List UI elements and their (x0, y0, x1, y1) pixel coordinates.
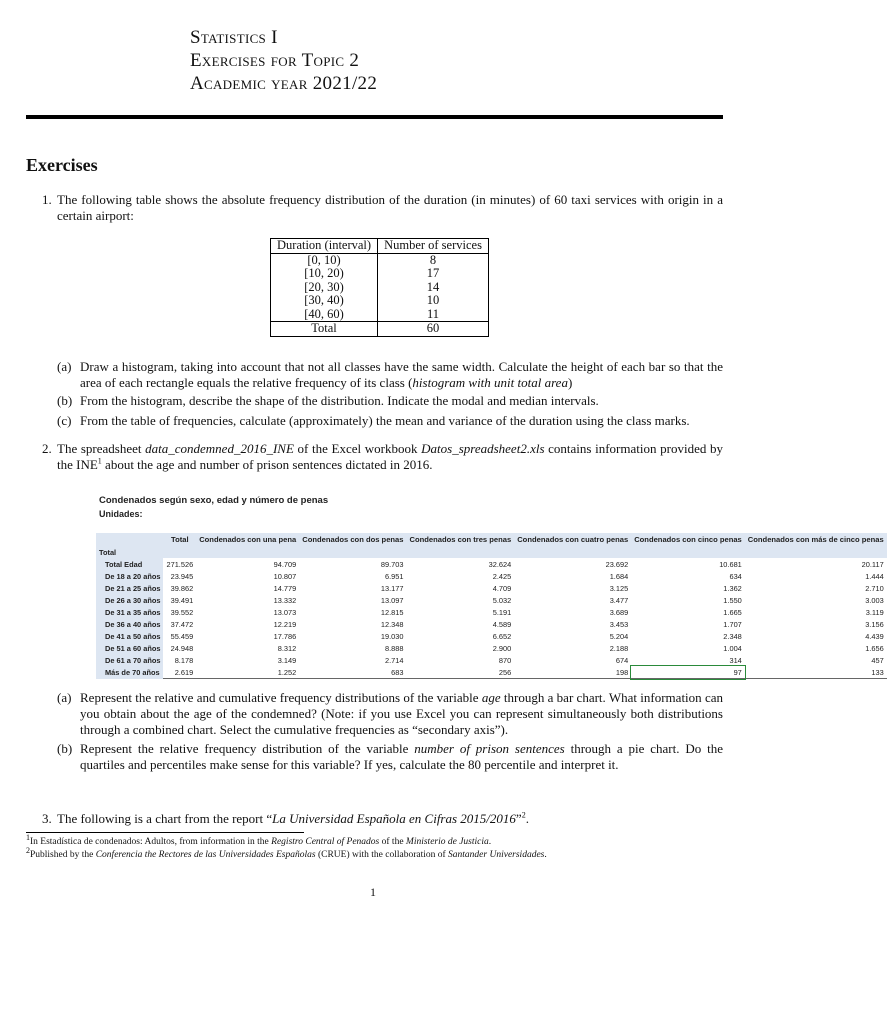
sheet-cell: 314 (729, 655, 742, 665)
table-row (271, 308, 489, 322)
table-row (271, 294, 489, 308)
sheet-row-label: De 18 a 20 años (96, 570, 163, 582)
sheet-header-cell: Condenados con dos penas (299, 533, 406, 546)
footnote-2: $^2$Published by the Conferencia the Rectores de las Universidades Españolas (CRUE) with the collaboration of Santander Universidades. (26, 845, 547, 860)
total-row (271, 322, 489, 337)
ex2-a-label: (a) (57, 690, 72, 705)
ex2-b-label: (b) (57, 741, 73, 756)
sheet-cell: 23.692 (605, 559, 629, 569)
sheet-cell: 2.900 (492, 643, 512, 653)
sheet-cell: 1.707 (723, 619, 742, 629)
frequency-table (270, 238, 489, 337)
sheet-cell: 3.689 (609, 607, 629, 617)
footnote-rule (26, 832, 304, 833)
sheet-cell: 2.710 (865, 583, 884, 593)
sheet-row (96, 642, 887, 654)
sheet-header-cell: Condenados con más de cinco penas (745, 533, 887, 546)
sheet-cell: 5.032 (492, 595, 512, 605)
sheet-cell: 1.004 (723, 643, 742, 653)
course-title: Statistics I (190, 27, 278, 48)
sheet-cell: 1.665 (723, 607, 742, 617)
col-duration-header: Duration (interval) (271, 239, 378, 254)
count-cell: 11 (426, 306, 440, 321)
sheet-cell: 97 (631, 666, 745, 679)
sheet-title: Condenados según sexo, edad y número de penas (99, 495, 329, 506)
sheet-cell: 2.348 (723, 631, 742, 641)
sheet-row (96, 630, 887, 642)
sheet-row (96, 654, 887, 666)
sheet-row-label: De 36 a 40 años (96, 618, 163, 630)
sheet-cell: 2.714 (385, 655, 404, 665)
sheet-cell: 2.619 (163, 666, 196, 679)
sheet-cell: 133 (745, 666, 887, 679)
sheet-row-label: De 21 a 25 años (96, 582, 163, 594)
count-cell: 10 (426, 293, 440, 307)
sheet-row (96, 666, 887, 679)
sheet-cell: 8.178 (174, 655, 194, 665)
sheet-header-cell: Condenados con cinco penas (631, 533, 745, 546)
sheet-cell: 23.945 (170, 571, 194, 581)
sheet-cell: 5.204 (609, 631, 629, 641)
sheet-header-cell: Condenados con una pena (196, 533, 299, 546)
table-row (271, 267, 489, 281)
sheet-cell: 457 (871, 655, 884, 665)
sheet-cell: 12.348 (380, 619, 404, 629)
sheet-cell: 256 (407, 666, 515, 679)
sheet-cell: 17.786 (273, 631, 297, 641)
header-rule (26, 115, 723, 119)
sheet-cell: 3.477 (609, 595, 629, 605)
exercise-1-text: The following table shows the absolute frequency distribution of the duration (in minutes) of 60 taxi services with origin in a certain airport: (57, 192, 723, 223)
sheet-cell: 1.684 (609, 571, 629, 581)
sheet-cell: 6.951 (385, 571, 404, 581)
sheet-row-label: De 41 a 50 años (96, 630, 163, 642)
sheet-row (96, 570, 887, 582)
sheet-row-label: Total Edad (96, 558, 163, 570)
sheet-cell: 39.552 (170, 607, 194, 617)
sheet-table (96, 533, 887, 679)
count-cell: 8 (429, 252, 437, 267)
total-value: 60 (378, 322, 489, 337)
sheet-cell: 3.149 (277, 655, 297, 665)
sheet-row (96, 618, 887, 630)
sheet-cell: 6.652 (492, 631, 512, 641)
ex1-c-label: (c) (57, 413, 72, 428)
total-label: Total (271, 322, 378, 337)
footnote-1: $^1$In Estadística de condenados: Adultos, from information in the Registro Central of Penados of the Ministerio de Justicia. (26, 832, 492, 847)
sheet-header-row (96, 533, 887, 546)
sheet-cell: 10.807 (273, 571, 297, 581)
sheet-row-label: Más de 70 años (96, 666, 163, 679)
ex1-b-label: (b) (57, 393, 73, 408)
page-number: 1 (370, 885, 376, 899)
sheet-units: Unidades: (99, 509, 143, 519)
sheet-cell: 13.073 (273, 607, 297, 617)
section-title: Exercises (26, 155, 98, 175)
sheet-cell: 1.362 (723, 583, 742, 593)
interval-cell: [0, 10) (271, 253, 378, 267)
sheet-cell: 32.624 (488, 559, 512, 569)
sheet-cell: 8.312 (277, 643, 297, 653)
sheet-cell: 1.252 (196, 666, 299, 679)
sheet-cell: 13.177 (380, 583, 404, 593)
exercise-3-number: 3. (42, 811, 52, 826)
sheet-cell: 1.550 (723, 595, 742, 605)
exercise-3-text: The following is a chart from the report “La Universidad Española en Cifras 2015/2016”$^2$. (57, 810, 529, 826)
sheet-cell: 4.439 (865, 631, 884, 641)
sheet-cell: 683 (299, 666, 406, 679)
sheet-cell: 94.709 (273, 559, 297, 569)
ex1-a-label: (a) (57, 359, 72, 374)
sheet-cell: 39.862 (170, 583, 194, 593)
sheet-cell: 271.526 (166, 559, 194, 569)
sheet-cell: 3.003 (865, 595, 884, 605)
table-row (271, 281, 489, 295)
count-cell: 14 (426, 279, 440, 294)
sheet-row-label: De 61 a 70 años (96, 654, 163, 666)
sheet-header-cell: Condenados con cuatro penas (514, 533, 631, 546)
sheet-cell: 20.117 (861, 559, 884, 569)
sheet-cell: 2.188 (609, 643, 629, 653)
sheet-row (96, 594, 887, 606)
exercises-subtitle: Exercises for Topic 2 (190, 50, 360, 71)
sheet-cell: 89.703 (380, 559, 404, 569)
exercise-2-number: 2. (42, 441, 52, 456)
sheet-header-cell (96, 533, 163, 546)
sheet-group-label: Total (96, 546, 163, 558)
sheet-row (96, 582, 887, 594)
sheet-cell: 1.656 (865, 643, 884, 653)
sheet-cell: 674 (615, 655, 629, 665)
sheet-cell: 24.948 (170, 643, 194, 653)
exercise-2-text: The spreadsheet data_condemned_2016_INE of the Excel workbook Datos_spreadsheet2.xls contains information provided by the INE$^1$ about the age and number of prison sentences dictated in 2016. (57, 441, 723, 472)
interval-cell: [30, 40) (271, 294, 378, 308)
sheet-cell: 3.156 (865, 619, 884, 629)
sheet-cell: 10.681 (719, 559, 742, 569)
sheet-cell: 3.453 (609, 619, 629, 629)
interval-cell: [10, 20) (271, 267, 378, 281)
sheet-row (96, 606, 887, 618)
col-services-header: Number of services (378, 239, 489, 254)
interval-cell: [40, 60) (271, 308, 378, 322)
sheet-cell: 55.459 (170, 631, 194, 641)
sheet-cell: 198 (514, 666, 631, 679)
sheet-row-label: De 51 a 60 años (96, 642, 163, 654)
sheet-cell: 37.472 (170, 619, 194, 629)
sheet-cell: 5.191 (492, 607, 512, 617)
sheet-row-label: De 26 a 30 años (96, 594, 163, 606)
sheet-cell: 634 (729, 571, 742, 581)
sheet-cell: 3.125 (609, 583, 629, 593)
spreadsheet-screenshot (92, 487, 884, 682)
ex1-b-text: From the histogram, describe the shape of the distribution. Indicate the modal and median intervals. (80, 393, 599, 408)
ex1-a-text: Draw a histogram, taking into account that not all classes have the same width. Calculate the height of each bar so that the area of each rectangle equals the relative frequency of its class (histogram with unit total area) (80, 359, 723, 390)
sheet-cell: 12.815 (380, 607, 404, 617)
interval-cell: [20, 30) (271, 281, 378, 295)
sheet-cell: 12.219 (273, 619, 297, 629)
sheet-cell: 8.888 (385, 643, 404, 653)
table-row (271, 253, 489, 267)
exercise-1-number: 1. (42, 192, 52, 207)
sheet-row (96, 558, 887, 570)
sheet-cell: 4.709 (492, 583, 512, 593)
sheet-row-label: De 31 a 35 años (96, 606, 163, 618)
sheet-cell: 13.097 (380, 595, 404, 605)
sheet-cell: 3.119 (865, 607, 884, 617)
document-header (190, 26, 377, 95)
sheet-cell: 14.779 (273, 583, 297, 593)
academic-year: Academic year 2021/22 (190, 73, 378, 94)
sheet-cell: 2.425 (492, 571, 512, 581)
sheet-cell: 4.589 (492, 619, 512, 629)
ex2-a-text: Represent the relative and cumulative frequency distributions of the variable age through a bar chart. What information can you obtain about the age of the condemned? (Note: if you use Excel you can represent simultaneously both distributions through a combined chart. Select the cumulative frequencies as “secondary axis”). (80, 690, 723, 737)
count-cell: 17 (426, 266, 440, 280)
sheet-header-cell: Condenados con tres penas (407, 533, 515, 546)
ex2-b-text: Represent the relative frequency distribution of the variable number of prison sentences through a pie chart. Do the quartiles and percentiles make sense for this variable? If yes, calculate the 80 percentile and interpret it. (80, 741, 724, 772)
ex1-c-text: From the table of frequencies, calculate (approximately) the mean and variance of the duration using the class marks. (80, 413, 690, 428)
sheet-cell: 39.491 (170, 595, 194, 605)
sheet-cell: 1.444 (865, 571, 884, 581)
sheet-header-cell: Total (163, 533, 196, 546)
sheet-cell: 13.332 (273, 595, 297, 605)
sheet-cell: 870 (498, 655, 512, 665)
sheet-cell: 19.030 (380, 631, 404, 641)
sheet-group-row (96, 546, 887, 558)
